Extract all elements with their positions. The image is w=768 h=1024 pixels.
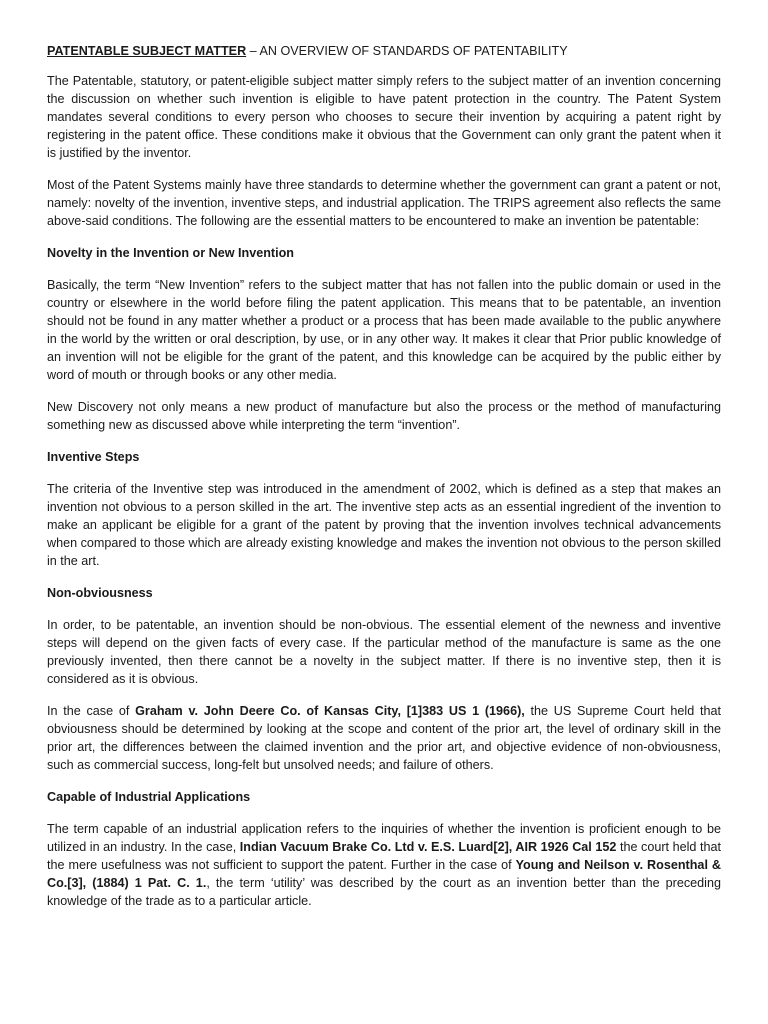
intro-paragraph-1: The Patentable, statutory, or patent-eligible subject matter simply refers to the subject matter of an invention concerning the discussion on whether such invention is eligible to have patent protection in the country. The Patent System mandates several conditions to every person who chooses to secure their invention by acquiring a patent right by registering in the patent office. These conditions make it obvious that the Government can only grant the patent when it is justified by the inventor. [47,74,721,160]
luard-case-citation: Indian Vacuum Brake Co. Ltd v. E.S. Luard[2], AIR 1926 Cal 152 [239,840,617,854]
nonobvious-paragraph-1: In order, to be patentable, an invention should be non-obvious. The essential element of the newness and inventive steps will depend on the given facts of every case. If the particular method of the manufacture is same as the one previously invented, then there cannot be a novelty in the subject matter. If there is no inventive step, then it is considered as it is obvious. [47,618,721,686]
industrial-text-a: The term capable of an industrial application refers to the inquiries of whether the invention is proficient enough to be utilized in an industry. In the case, [47,822,721,854]
novelty-paragraph-1: Basically, the term “New Invention” refers to the subject matter that has not fallen into the public domain or used in the country or elsewhere in the world before filing the patent application. This means that to be patentable, an invention should not be found in any matter whether a product or a process that has been made available to the public anywhere in the world by the written or oral description, by use, or in any other way. It makes it clear that Prior public knowledge of an invention will not be eligible for the grant of the patent, and this knowledge can be acquired by the public either by word of mouth or through books or any other media. [47,278,721,382]
intro-paragraph-2: Most of the Patent Systems mainly have three standards to determine whether the government can grant a patent or not, namely: novelty of the invention, inventive steps, and industrial application. The TRIPS agreement also reflects the same above-said conditions. The following are the essential matters to be encountered to make an invention be patentable: [47,178,721,228]
industrial-heading: Capable of Industrial Applications [47,790,251,804]
rosenthal-case-citation: Young and Neilson v. Rosenthal & Co.[3], (1884) 1 Pat. C. 1. [47,858,721,890]
industrial-text-c: , the term ‘utility’ was described by the court as an invention better than the preceding knowledge of the trade as to a particular article. [47,876,721,908]
title-subtitle: – AN OVERVIEW OF STANDARDS OF PATENTABILITY [246,44,568,58]
novelty-heading: Novelty in the Invention or New Invention [47,246,294,260]
industrial-text-b: the court held that the mere usefulness was not sufficient to support the patent. Further in the case of [47,840,721,872]
graham-intro-text: In the case of [47,704,136,718]
title-underlined: PATENTABLE SUBJECT MATTER [47,44,247,58]
document-title [47,42,721,60]
nonobvious-paragraph-2 [47,702,721,774]
graham-case-citation: Graham v. John Deere Co. of Kansas City, [1]383 US 1 (1966), [135,704,525,718]
novelty-paragraph-2: New Discovery not only means a new product of manufacture but also the process or the method of manufacturing something new as discussed above while interpreting the term “invention”. [47,400,721,432]
inventive-paragraph-1: The criteria of the Inventive step was introduced in the amendment of 2002, which is defined as a step that makes an invention not obvious to a person skilled in the art. The inventive step acts as an essential ingredient of the invention to make an applicant be eligible for a grant of the patent by proving that the invention involves technical advancements when compared to those which are already existing knowledge and makes the invention not obvious to the person skilled in the art. [47,482,721,568]
nonobvious-heading: Non-obviousness [47,586,153,600]
graham-body-text: the US Supreme Court held that obviousness should be determined by looking at the scope and content of the prior art, the level of ordinary skill in the prior art, the differences between the claimed invention and the prior art, and objective evidence of non-obviousness, such as commercial success, long-felt but unsolved needs; and failure of others. [47,704,721,772]
industrial-paragraph-1 [47,820,721,910]
inventive-heading: Inventive Steps [47,450,140,464]
